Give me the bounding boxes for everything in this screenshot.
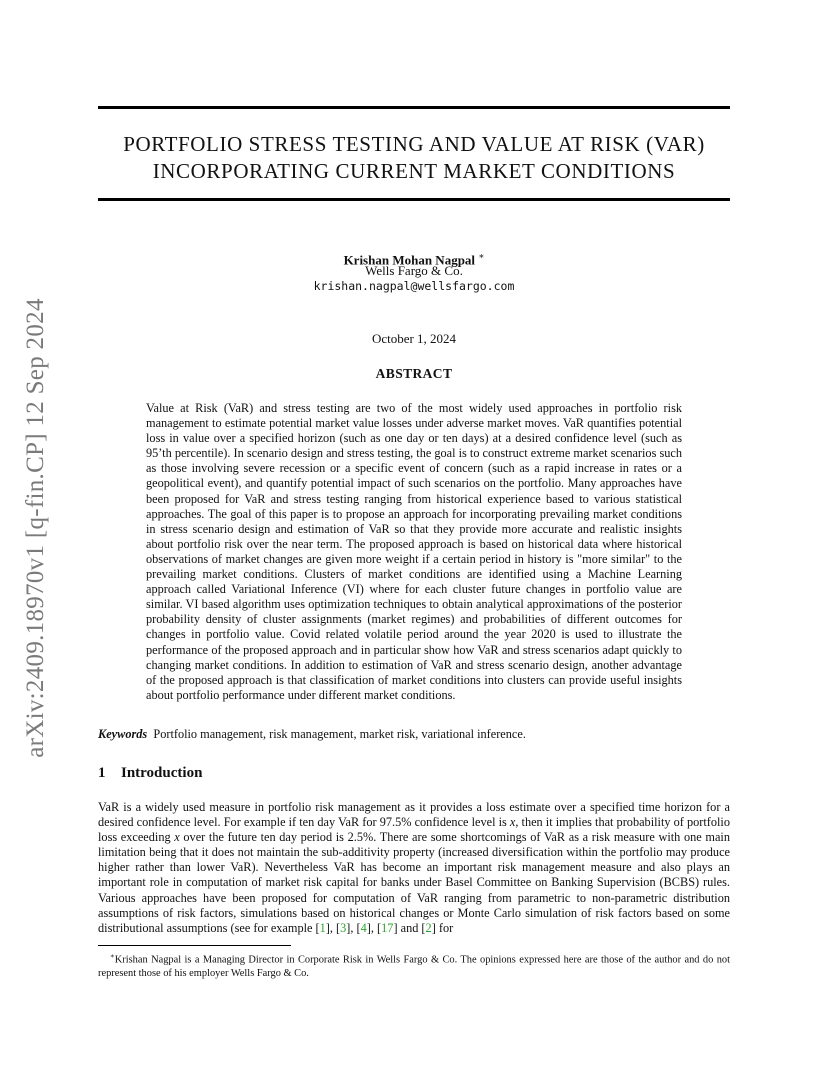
footnote-rule	[98, 945, 291, 946]
section-number: 1	[98, 765, 106, 781]
intro-math-x: x	[174, 830, 180, 845]
intro-probability-value: 2.5%	[347, 830, 374, 845]
keywords-text: Portfolio management, risk management, market risk, variational inference.	[153, 727, 526, 741]
intro-text: ] for	[431, 920, 454, 935]
footnote	[98, 950, 730, 980]
intro-text: ], [	[325, 920, 341, 935]
abstract-text: Value at Risk (VaR) and stress testing are two of the most widely used approaches in portfolio risk management to estimate potential market value losses under adverse market moves. VaR quantifies potential loss in value over a specified horizon (such as one day or ten days) at a desired confidence level (such as 95’th percentile). In scenario design and stress testing, the goal is to construct extreme market scenarios such as those involving severe recession or a specific event of concern (such as a rapid increase in rates or a geopolitical event), and quantify potential impact of such scenarios on the portfolio. Many approaches have been proposed for VaR and stress testing ranging from historical experience based to various statistical approaches. The goal of this paper is to propose an approach for incorporating prevailing market conditions in stress scenario design and estimation of VaR so that they provide more accurate and realistic insights about portfolio risk over the near term. The proposed approach is based on historical data where historical observations of market changes are given more weight if a certain period in history is "more similar" to the prevailing market conditions. Clusters of market conditions are identified using a Machine Learning approach called Variational Inference (VI) where for each cluster future changes in portfolio value are similar. VI based algorithm uses optimization techniques to obtain analytical approximations of the posterior probability density of cluster assignments (market regimes) and probabilities of different outcomes for changes in portfolio value. Covid related volatile period around the year 2020 is used to illustrate the performance of the proposed approach and in particular show how VaR and stress scenarios adapt quickly to changing market conditions. In addition to estimation of VaR and stress scenario design, another advantage of the proposed approach is that classification of market conditions into clusters can provide useful insights about portfolio performance under different market conditions.	[146, 401, 682, 702]
arxiv-identifier-stamp: arXiv:2409.18970v1 [q-fin.CP] 12 Sep 2024	[22, 298, 49, 758]
paper-date: October 1, 2024	[371, 331, 457, 346]
intro-text: confidence level is	[411, 815, 510, 830]
intro-text: ] and [	[393, 920, 426, 935]
intro-text: ], [	[366, 920, 382, 935]
paper-title-line-1: PORTFOLIO STRESS TESTING AND VALUE AT RISK (VAR)	[123, 132, 705, 156]
intro-text: over the future ten day period is	[179, 830, 348, 845]
paper-title-line-2: INCORPORATING CURRENT MARKET CONDITIONS	[152, 159, 676, 183]
citation-link[interactable]: 4	[360, 920, 367, 935]
intro-confidence-value: 97.5%	[379, 815, 412, 830]
title-rule-bottom	[98, 198, 730, 201]
introduction-paragraph	[98, 800, 730, 936]
title-rule-top	[98, 106, 730, 109]
author-footnote-mark: ∗	[478, 251, 485, 261]
abstract-heading: ABSTRACT	[375, 366, 453, 381]
intro-text: VaR is a widely used measure in portfolio risk management as it provides a loss estimate over a specified time horizon for a desired confidence level. For example if ten day VaR for	[98, 800, 730, 830]
section-title: Introduction	[121, 765, 203, 781]
citation-link[interactable]: 3	[340, 920, 347, 935]
footnote-text: Krishan Nagpal is a Managing Director in Corporate Risk in Wells Fargo & Co. The opinions expressed here are those of the author and do not represent those of his employer Wells Fargo & Co.	[98, 954, 730, 979]
author-name-text: Krishan Mohan Nagpal	[343, 252, 476, 268]
author-affiliation: Wells Fargo & Co.	[365, 263, 463, 278]
keywords-label: Keywords	[98, 727, 148, 741]
author-email: krishan.nagpal@wellsfargo.com	[313, 279, 515, 293]
citation-link[interactable]: 17	[381, 920, 394, 935]
keywords-line	[98, 727, 730, 742]
intro-text: ], [	[346, 920, 361, 935]
citation-link[interactable]: 2	[425, 920, 432, 935]
intro-math-x: x	[509, 815, 516, 830]
footnote-mark: ∗	[110, 952, 115, 960]
intro-text: . There are some shortcomings of VaR as a risk measure with one main limitation being that it does not maintain the sub-additivity property (increased diversification within the portfolio may produce higher rather than lower VaR). Nevertheless VaR has become an important risk management measure and also plays an important role in computation of market risk capital for banks under Basel Committee on Banking Supervision (BCBS) rules. Various approaches have been proposed for computation of VaR ranging from parametric to non-parametric distribution assumptions of risk factors, simulations based on historical changes or Monte Carlo simulation of risk factors based on some distributional assumptions (see for example [	[98, 830, 730, 935]
section-heading-introduction	[98, 765, 202, 782]
citation-link[interactable]: 1	[319, 920, 326, 935]
intro-text: , then it implies that probability of portfolio loss exceeding	[98, 815, 730, 845]
